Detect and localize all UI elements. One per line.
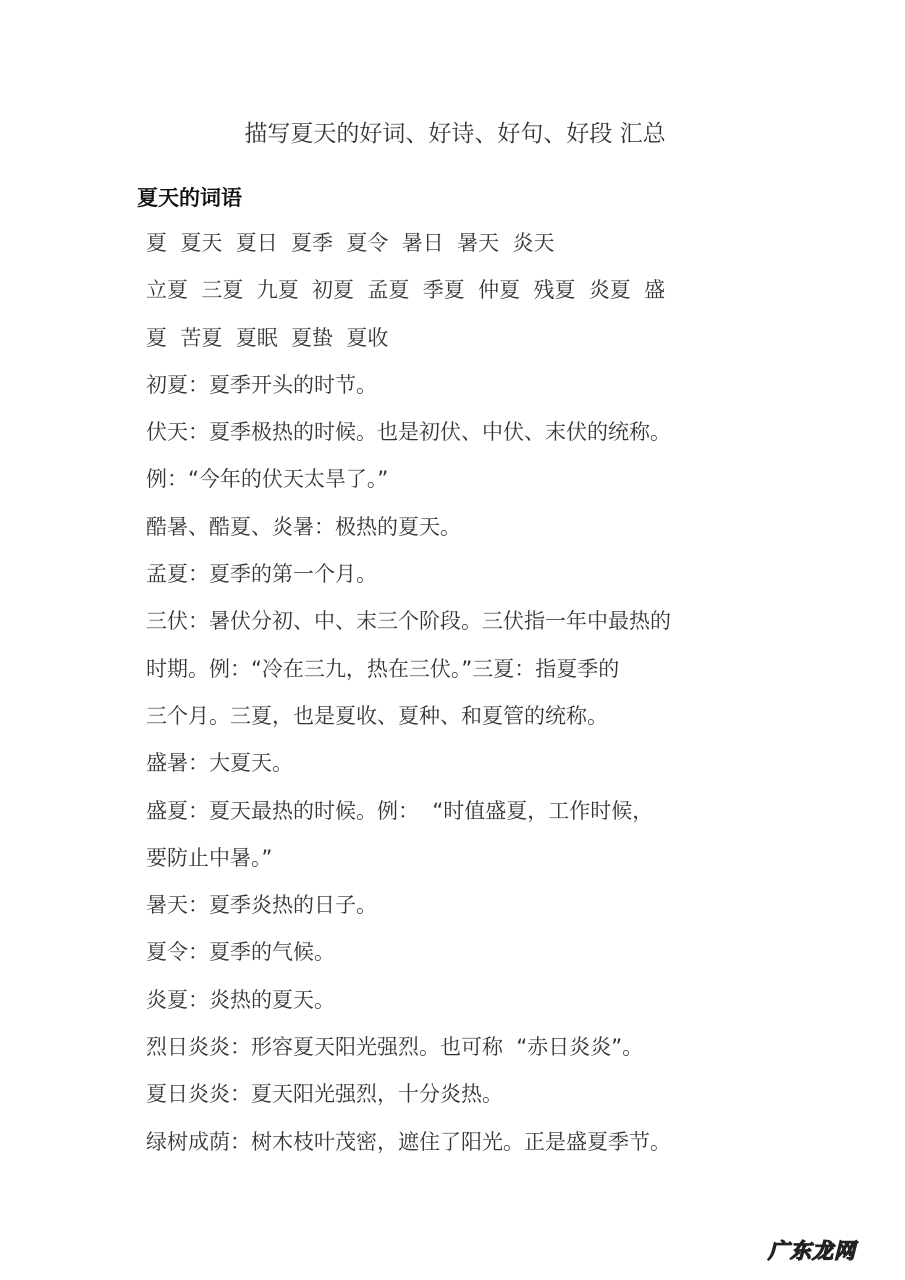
section-heading: 夏天的词语 [137,186,242,210]
text-line: 夏 夏天 夏日 夏季 夏令 暑日 暑天 炎天 [146,231,555,255]
text-line: 初夏：夏季开头的时节。 [146,372,377,397]
text-line: 夏 苦夏 夏眠 夏蛰 夏收 [146,325,389,350]
text-line: 夏日炎炎：夏天阳光强烈，十分炎热。 [146,1082,503,1107]
text-line: 酷暑、酷夏、炎暑：极热的夏天。 [146,514,461,539]
text-line: 盛暑：大夏天。 [146,751,293,776]
text-line: 烈日炎炎：形容夏天阳光强烈。也可称 “赤日炎炎”。 [146,1035,644,1060]
text-line: 立夏 三夏 九夏 初夏 孟夏 季夏 仲夏 残夏 炎夏 盛 [146,278,666,303]
watermark-logo: 广东龙网 [768,1239,856,1263]
text-line: 伏天：夏季极热的时候。也是初伏、中伏、末伏的统称。 [146,420,671,445]
text-line: 三伏：暑伏分初、中、末三个阶段。三伏指一年中最热的 [146,609,671,634]
text-line: 绿树成荫：树木枝叶茂密，遮住了阳光。正是盛夏季节。 [146,1129,671,1154]
text-line: 夏令：夏季的气候。 [146,940,335,965]
text-line: 盛夏：夏天最热的时候。例： “时值盛夏，工作时候， [146,798,654,823]
text-line: 例：“今年的伏天太旱了。” [146,467,389,492]
text-line: 要防止中暑。” [146,845,273,870]
text-line: 炎夏：炎热的夏天。 [146,987,335,1012]
text-line: 三个月。三夏，也是夏收、夏种、和夏管的统称。 [146,703,608,728]
document-body [146,220,786,1166]
text-line: 孟夏：夏季的第一个月。 [146,562,377,587]
text-line: 时期。例：“冷在三九，热在三伏。”三夏：指夏季的 [146,656,620,681]
text-line: 暑天：夏季炎热的日子。 [146,893,377,918]
document-title: 描写夏天的好词、好诗、好句、好段 汇总 [244,121,666,147]
